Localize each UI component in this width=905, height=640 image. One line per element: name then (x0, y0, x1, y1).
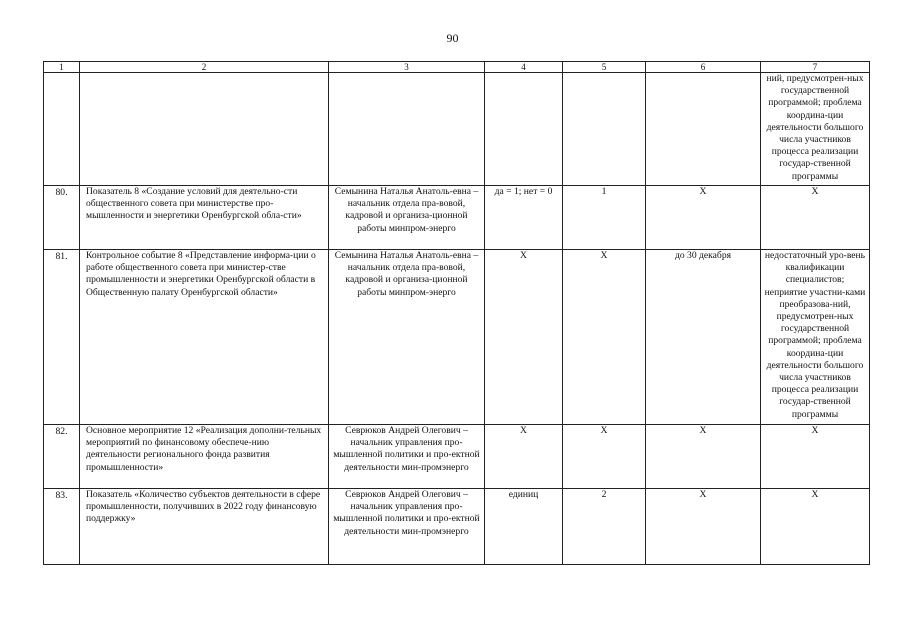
indicator-value: 2 (563, 489, 646, 565)
responsible-person: Семынина Наталья Анатоль-евна – начальник отдела пра-вовой, кадровой и организа-ционной работы минпром-энерго (329, 186, 485, 250)
unit-of-measure: да = 1; нет = 0 (485, 186, 563, 250)
event-name: Показатель «Количество субъектов деятельности в сфере промышленности, получивших в 2022 году финансовую поддержку» (80, 489, 329, 565)
column-number: 6 (646, 62, 761, 73)
risks: Х (761, 186, 870, 250)
responsible-person: Севрюков Андрей Олегович – начальник управления про-мышленной политики и про-ектной деятельности мин-промэнерго (329, 489, 485, 565)
row-number: 80. (44, 186, 80, 250)
row-number: 83. (44, 489, 80, 565)
event-name: Контрольное событие 8 «Представление информа-ции о работе общественного совета при министер-стве промышленности и энергетики Оренбургской области в Общественную палату Оренбургской области» (80, 250, 329, 425)
risks: Х (761, 489, 870, 565)
unit-of-measure: единиц (485, 489, 563, 565)
indicator-value: Х (563, 425, 646, 489)
risks: Х (761, 425, 870, 489)
page-number: 90 (446, 31, 459, 45)
table-row (44, 73, 870, 186)
event-name (80, 73, 329, 186)
deadline: Х (646, 425, 761, 489)
row-number: 81. (44, 250, 80, 425)
indicator-value: Х (563, 250, 646, 425)
unit-of-measure: Х (485, 250, 563, 425)
column-number: 7 (761, 62, 870, 73)
unit-of-measure (485, 73, 563, 186)
table-row (44, 250, 870, 425)
table-row (44, 186, 870, 250)
deadline: Х (646, 489, 761, 565)
column-number: 1 (44, 62, 80, 73)
event-name: Основное мероприятие 12 «Реализация дополни-тельных мероприятий по финансовому обеспече-нию деятельности регионального фонда развития промышленности» (80, 425, 329, 489)
column-number-row (44, 62, 870, 73)
row-number: 82. (44, 425, 80, 489)
program-table (43, 61, 870, 565)
unit-of-measure: Х (485, 425, 563, 489)
responsible-person (329, 73, 485, 186)
table-row (44, 489, 870, 565)
indicator-value (563, 73, 646, 186)
column-number: 5 (563, 62, 646, 73)
column-number: 4 (485, 62, 563, 73)
event-name: Показатель 8 «Создание условий для деятельно-сти общественного совета при министерстве про-мышленности и энергетики Оренбургской обла-сти» (80, 186, 329, 250)
deadline: до 30 декабря (646, 250, 761, 425)
table-row (44, 425, 870, 489)
responsible-person: Семынина Наталья Анатоль-евна – начальник отдела пра-вовой, кадровой и организа-ционной работы минпром-энерго (329, 250, 485, 425)
responsible-person: Севрюков Андрей Олегович – начальник управления про-мышленной политики и про-ектной деятельности мин-промэнерго (329, 425, 485, 489)
row-number (44, 73, 80, 186)
column-number: 2 (80, 62, 329, 73)
column-number: 3 (329, 62, 485, 73)
risks: ний, предусмотрен-ных государственной программой; проблема координа-ции деятельности большого числа участников процесса реализации государ-ственной программы (761, 73, 870, 186)
deadline: Х (646, 186, 761, 250)
deadline (646, 73, 761, 186)
indicator-value: 1 (563, 186, 646, 250)
risks: недостаточный уро-вень квалификации специалистов; неприятие участни-ками преобразова-ний, предусмотрен-ных государственной программой; проблема координа-ции деятельности большого числа участников процесса реализации государ-ственной программы (761, 250, 870, 425)
